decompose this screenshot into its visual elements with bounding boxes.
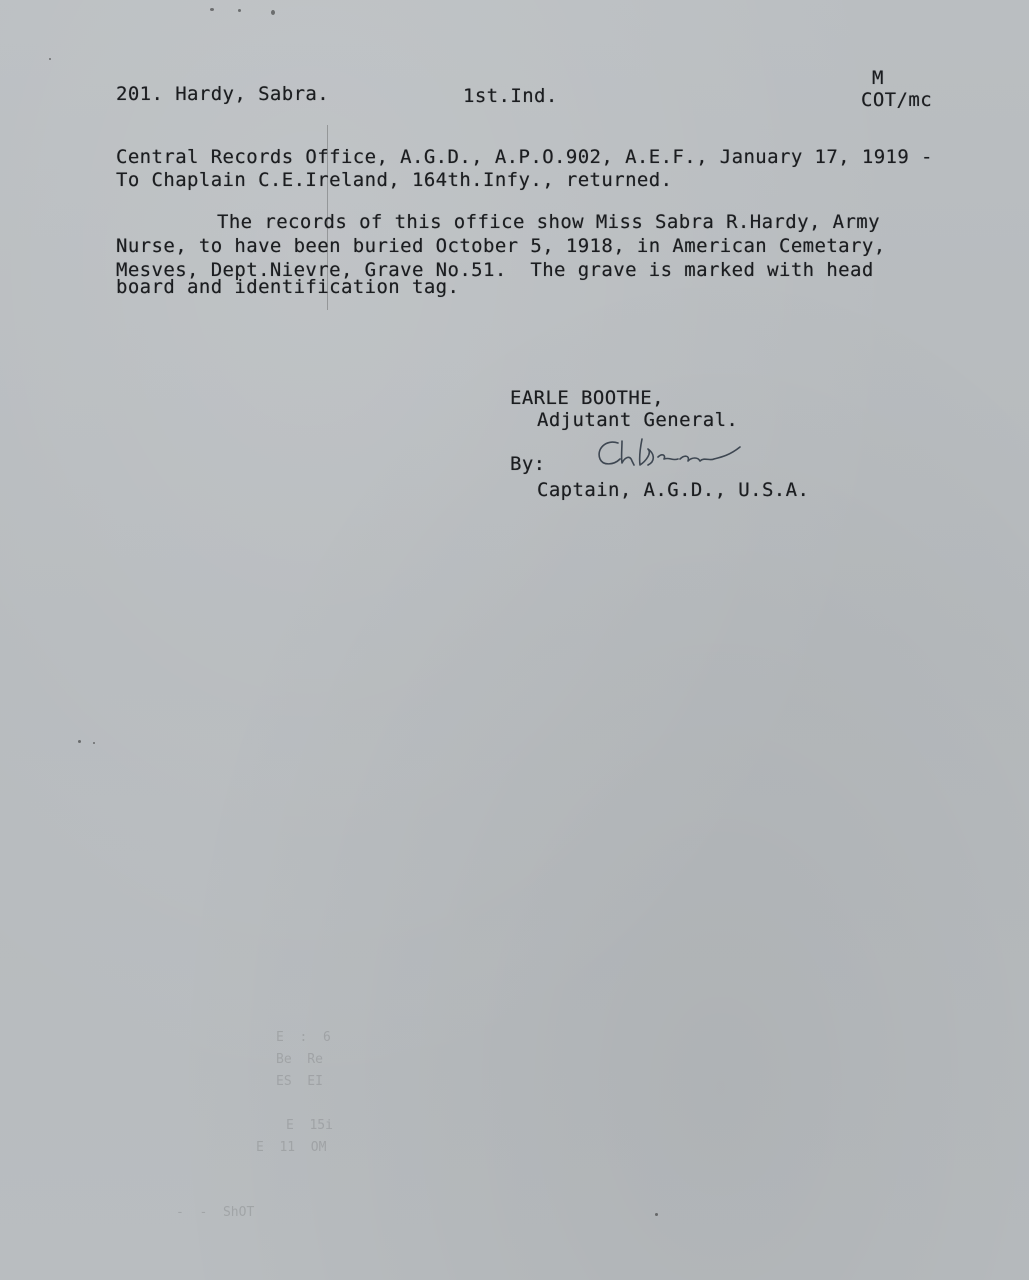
body-line-1: The records of this office show Miss Sabra R.Hardy, Army — [217, 211, 880, 233]
body-line-3: Mesves, Dept.Nievre, Grave No.51. The grave is marked with head — [116, 259, 874, 281]
signer-title: Adjutant General. — [537, 409, 739, 431]
paper-speck — [271, 10, 275, 15]
handwritten-signature — [592, 435, 762, 475]
initial-m: M — [872, 67, 884, 89]
signer-name: EARLE BOOTHE, — [510, 387, 664, 409]
paper-speck — [78, 740, 81, 743]
cot-reference: COT/mc — [861, 89, 933, 111]
paper-speck — [210, 8, 214, 11]
paper-speck — [655, 1213, 658, 1216]
bleed-through-text: Be Re — [276, 1052, 323, 1067]
bleed-through-text: ES EI — [276, 1074, 323, 1089]
opening-line-2: To Chaplain C.E.Ireland, 164th.Infy., returned. — [116, 169, 673, 191]
signer-rank: Captain, A.G.D., U.S.A. — [537, 479, 810, 501]
file-reference: 201. Hardy, Sabra. — [116, 83, 330, 105]
body-line-4: board and identification tag. — [116, 276, 460, 298]
bleed-through-text: - - ShOT — [176, 1205, 255, 1220]
paper-speck — [238, 9, 241, 12]
paper-speck — [93, 742, 95, 744]
opening-line-1: Central Records Office, A.G.D., A.P.O.902, A.E.F., January 17, 1919 - — [116, 146, 933, 168]
bleed-through-text: E 15i — [286, 1118, 333, 1133]
by-label: By: — [510, 453, 546, 475]
bleed-through-text: E : 6 — [276, 1030, 331, 1045]
indorsement-label: 1st.Ind. — [463, 85, 558, 107]
paper-speck — [49, 58, 51, 60]
bleed-through-text: E 11 OM — [256, 1140, 327, 1155]
body-line-2: Nurse, to have been buried October 5, 1918, in American Cemetary, — [116, 235, 886, 257]
